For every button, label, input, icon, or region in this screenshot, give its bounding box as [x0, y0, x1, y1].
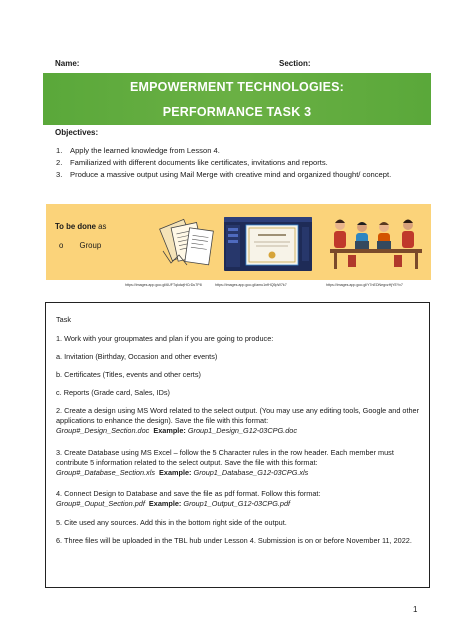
section-label: Section: — [279, 59, 311, 68]
bullet-marker: o — [59, 241, 64, 250]
page-number: 1 — [413, 605, 418, 614]
task-step-5: 5. Cite used any sources. Add this in the bottom right side of the output. — [56, 518, 287, 527]
banner-subtitle: PERFORMANCE TASK 3 — [162, 105, 312, 119]
objective-item — [56, 158, 436, 168]
task-step-1: 1. Work with your groupmates and plan if you are going to produce: — [56, 334, 274, 343]
image-source-caption: https://images.app.goo.gl/amu1nfHQ5pW7k7 — [215, 283, 287, 287]
task-box — [45, 302, 430, 588]
task-option-b: b. Certificates (Titles, events and other certs) — [56, 370, 201, 379]
objective-text: Familiarized with different documents like certificates, invitations and reports. — [70, 158, 328, 167]
to-be-done-panel — [46, 204, 431, 280]
objective-number: 1. — [56, 146, 63, 155]
group-option — [59, 241, 101, 250]
objective-item — [56, 170, 436, 180]
objective-text: Produce a massive output using Mail Merge with creative mind and organized thought/ concept. — [70, 170, 392, 179]
task-step-2: 2. Create a design using MS Word related to the select output. (You may use any editing tools, Google and other applications to enhance the design). Save the file with this format: Group#_Design_Section.doc Example: Group1_Design_G12-03CPG.doc — [56, 406, 420, 435]
task-step-3: 3. Create Database using MS Excel – follow the 5 Character rules in the row header. Each member must contribute 5 information related to the select output. Save the file with this format: Group#_Database_Section.xls Example: Group1_Database_G12-03CPG.xls — [56, 448, 394, 477]
task-heading: Task — [56, 315, 72, 324]
image-source-caption: https://images.app.goo.gl/Y7nEDNegvzHjYEYv7 — [326, 283, 403, 287]
team-working-illustration — [322, 211, 429, 273]
certificate-editor-screenshot — [224, 217, 312, 271]
task-step-6: 6. Three files will be uploaded in the TBL hub under Lesson 4. Submission is on or before November 11, 2022. — [56, 536, 412, 545]
to-be-done-label: To be done as — [55, 222, 107, 231]
image-source-caption: https://images.app.goo.gl/6UFTqkdwjHCrDu7P8 — [125, 283, 202, 287]
task-option-c: c. Reports (Grade card, Sales, IDs) — [56, 388, 170, 397]
title-banner — [43, 73, 431, 125]
name-label: Name: — [55, 59, 80, 68]
group-option-label: Group — [79, 241, 102, 250]
documents-illustration — [149, 215, 219, 271]
objectives-title: Objectives: — [55, 128, 99, 137]
objective-item — [56, 146, 436, 156]
objective-number: 2. — [56, 158, 63, 167]
objectives-list — [56, 146, 436, 180]
objective-number: 3. — [56, 170, 63, 179]
banner-title: EMPOWERMENT TECHNOLOGIES: — [129, 80, 345, 94]
task-option-a: a. Invitation (Birthday, Occasion and other events) — [56, 352, 218, 361]
task-step-4: 4. Connect Design to Database and save the file as pdf format. Follow this format: Group#_Ouput_Section.pdf Example: Group1_Output_G12-03CPG.pdf — [56, 489, 321, 508]
objective-text: Apply the learned knowledge from Lesson 4. — [70, 146, 220, 155]
